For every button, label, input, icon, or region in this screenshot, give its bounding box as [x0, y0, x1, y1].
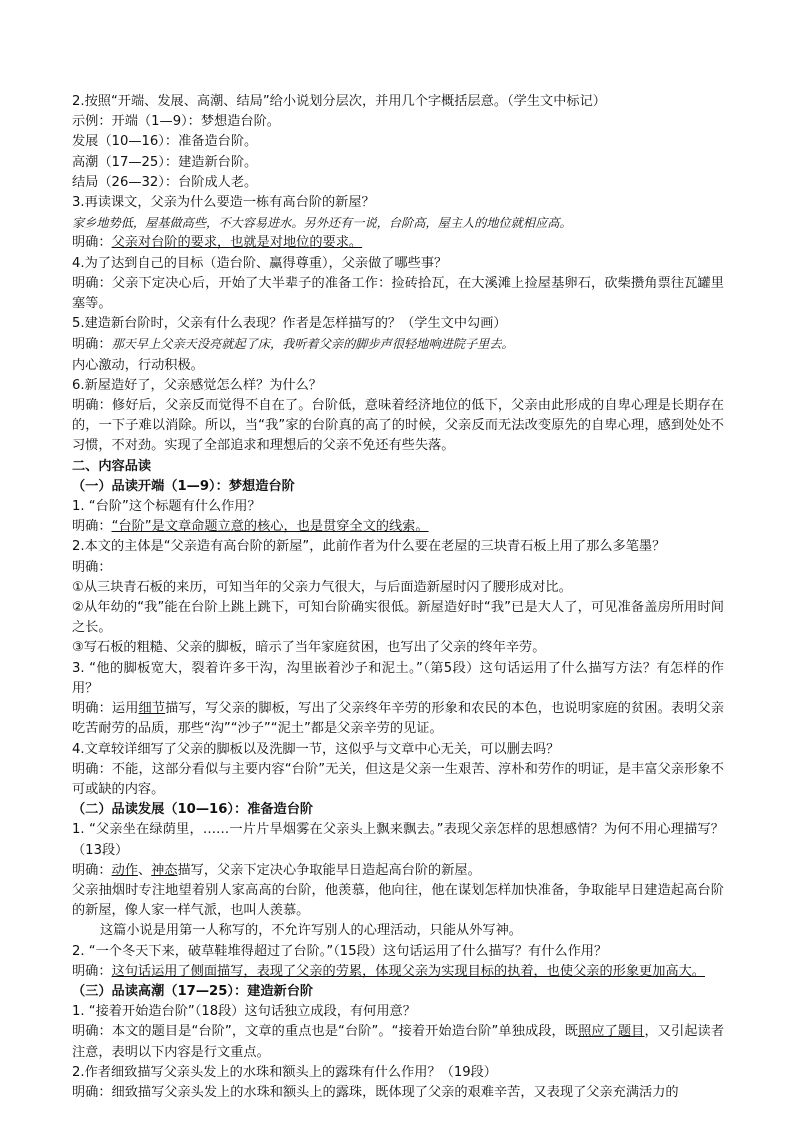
subsection-3-question-2: 2.作者细致描写父亲头发上的水珠和额头上的露珠有什么作用？（19段） [72, 1064, 497, 1080]
subsection-2-answer-1-detail: 父亲抽烟时专注地望着别人家高高的台阶，他羡慕，他向往，他在谋划怎样加快准备，争取能早日建造起高台阶的新屋，像人家一样气派，也叫人羡慕。 [72, 882, 724, 919]
document-page [72, 92, 724, 1103]
example-line-3: 高潮（17—25）：建造新台阶。 [72, 154, 258, 170]
subsection-2-answer-2: 明确：这句话运用了侧面描写，表现了父亲的劳累，体现父亲为实现目标的执着，也使父亲的形象更加高大。 [72, 963, 705, 979]
question-3: 3.再读课文，父亲为什么要造一栋有高台阶的新屋？ [72, 195, 375, 211]
section-heading-2: 二、内容品读 [72, 458, 152, 474]
answer-3: 明确：父亲对台阶的要求，也就是对地位的要求。 [72, 235, 363, 251]
answer-point-1: ①从三块青石板的来历，可知当年的父亲力气很大，与后面造新屋时闪了腰形成对比。 [72, 579, 572, 595]
question-2: 2.按照“开端、发展、高潮、结局”给小说划分层次，并用几个字概括层意。（学生文中标记） [72, 94, 606, 109]
subsection-1-answer-1: 明确：“台阶”是文章命题立意的核心，也是贯穿全文的线索。 [72, 519, 429, 535]
subsection-2-answer-1: 明确：动作、神态描写，父亲下定决心争取能早日造起高台阶的新屋。 [72, 862, 481, 878]
answer-5-summary: 内心激动，行动积极。 [72, 357, 204, 373]
question-4: 4.为了达到自己的目标（造台阶、赢得尊重），父亲做了哪些事？ [72, 255, 448, 271]
subsection-2-question-1: 1. “父亲坐在绿荫里，……一片片旱烟雾在父亲头上飘来飘去。”表现父亲怎样的思想感情？为何不用心理描写？（13段） [72, 822, 724, 858]
subsection-heading-1: （一）品读开端（1—9）：梦想造台阶 [72, 478, 295, 494]
subsection-1-answer-3: 明确：运用细节描写，写父亲的脚板，写出了父亲终年辛劳的形象和农民的本色，也说明家庭的贫困。表明父亲吃苦耐劳的品质，那些“沟”“沙子”“泥土”都是父亲辛劳的见证。 [72, 701, 725, 737]
example-line-2: 发展（10—16）：准备造台阶。 [72, 134, 258, 150]
handwritten-note-1: 家乡地势低，屋基做高些，不大容易进水。另外还有一说，台阶高，屋主人的地位就相应高。 [72, 216, 572, 231]
question-6: 6.新屋造好了，父亲感觉怎么样？为什么？ [72, 377, 322, 393]
example-line-1: 示例：开端（1—9）：梦想造台阶。 [72, 114, 280, 130]
subsection-3-question-1: 1. “接着开始造台阶”（18段）这句话独立成段，有何用意？ [72, 1004, 416, 1020]
example-line-4: 结局（26—32）：台阶成人老。 [72, 174, 258, 190]
subsection-1-question-2: 2.本文的主体是“父亲造有高台阶的新屋”，此前作者为什么要在老屋的三块青石板上用了那么多笔墨？ [72, 539, 666, 555]
subsection-3-answer-1: 明确：本文的题目是“台阶”，文章的重点也是“台阶”。“接着开始造台阶”单独成段，既照应了题目，又引起读者注意，表明以下内容是行文重点。 [72, 1024, 725, 1060]
subsection-1-answer-2-label: 明确： [72, 559, 112, 575]
answer-4: 明确：父亲下定决心后，开始了大半辈子的准备工作：捡砖拾瓦，在大溪滩上捡屋基卵石，砍柴攒角票往瓦罐里塞等。 [72, 275, 724, 312]
subsection-2-question-2: 2. “一个冬天下来，破草鞋堆得超过了台阶。”（15段）这句话运用了什么描写？有什么作用？ [72, 943, 608, 959]
subsection-1-question-1: 1. “台阶”这个标题有什么作用？ [72, 499, 261, 515]
question-5: 5.建造新台阶时，父亲有什么表现？作者是怎样描写的？（学生文中勾画） [72, 316, 507, 332]
answer-point-2: ②从年幼的“我”能在台阶上跳上跳下，可知台阶确实很低。新屋造好时“我”已是大人了，可见准备盖房所用时间之长。 [72, 600, 724, 636]
answer-point-3: ③写石板的粗糙、父亲的脚板，暗示了当年家庭贫困，也写出了父亲的终年辛劳。 [72, 640, 546, 656]
subsection-3-answer-2: 明确：细致描写父亲头发上的水珠和额头上的露珠，既体现了父亲的艰难辛苦，又表现了父亲充满活力的 [72, 1084, 679, 1100]
subsection-2-answer-1-note: 这篇小说是用第一人称写的，不允许写别人的心理活动，只能从外写神。 [100, 923, 522, 939]
subsection-1-answer-4: 明确：不能，这部分看似与主要内容“台阶”无关，但这是父亲一生艰苦、淳朴和劳作的明证，是丰富父亲形象不可或缺的内容。 [72, 761, 724, 797]
subsection-heading-3: （三）品读高潮（17—25）：建造新台阶 [72, 983, 314, 999]
answer-5: 明确：那天早上父亲天没亮就起了床，我听着父亲的脚步声很轻地响进院子里去。 [72, 337, 514, 353]
subsection-1-question-3: 3. “他的脚板宽大，裂着许多干沟，沟里嵌着沙子和泥土。”（第5段）这句话运用了什么描写方法？有怎样的作用？ [72, 660, 724, 696]
answer-6: 明确：修好后，父亲反而觉得不自在了。台阶低，意味着经济地位的低下，父亲由此形成的自卑心理是长期存在的，一下子难以消除。所以，当“我”家的台阶真的高了的时候，父亲反而无法改变原先的自卑心理，感到处处不习惯，不对劲。实现了全部追求和理想后的父亲不免还有些失落。 [72, 398, 724, 454]
subsection-1-question-4: 4.文章较详细写了父亲的脚板以及洗脚一节，这似乎与文章中心无关，可以删去吗？ [72, 741, 560, 757]
subsection-heading-2: （二）品读发展（10—16）：准备造台阶 [72, 802, 314, 818]
